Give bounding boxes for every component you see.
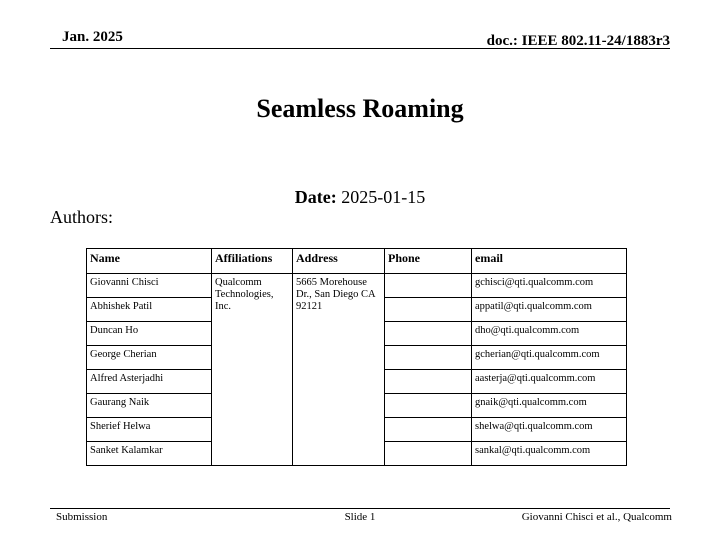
author-phone (385, 370, 472, 394)
date-value: 2025-01-15 (341, 187, 426, 207)
author-name: Giovanni Chisci (87, 274, 212, 298)
author-phone (385, 394, 472, 418)
author-name: Duncan Ho (87, 322, 212, 346)
author-email: gcherian@qti.qualcomm.com (472, 346, 627, 370)
author-email: shelwa@qti.qualcomm.com (472, 418, 627, 442)
header-doc-id: doc.: IEEE 802.11-24/1883r3 (486, 33, 670, 49)
column-header-email: email (472, 249, 627, 274)
header-date: Jan. 2025 (62, 29, 123, 45)
author-phone (385, 322, 472, 346)
authors-table (86, 248, 627, 466)
date-label: Date: (294, 187, 337, 207)
author-phone (385, 418, 472, 442)
slide-title: Seamless Roaming (256, 94, 464, 123)
author-name: George Cherian (87, 346, 212, 370)
author-email: gchisci@qti.qualcomm.com (472, 274, 627, 298)
footer-slide-number: Slide 1 (344, 511, 376, 523)
column-header-name: Name (87, 249, 212, 274)
author-email: sankal@qti.qualcomm.com (472, 442, 627, 466)
author-name: Alfred Asterjadhi (87, 370, 212, 394)
author-name: Abhishek Patil (87, 298, 212, 322)
author-affiliation: Qualcomm Technologies, Inc. (212, 274, 293, 466)
table-row (87, 274, 627, 298)
date-line (0, 186, 720, 208)
footer-authors: Giovanni Chisci et al., Qualcomm (521, 511, 672, 523)
header-divider (50, 48, 670, 49)
author-email: dho@qti.qualcomm.com (472, 322, 627, 346)
footer-divider (50, 508, 670, 509)
author-email: gnaik@qti.qualcomm.com (472, 394, 627, 418)
author-email: appatil@qti.qualcomm.com (472, 298, 627, 322)
authors-label: Authors: (50, 207, 113, 227)
author-name: Sanket Kalamkar (87, 442, 212, 466)
author-email: aasterja@qti.qualcomm.com (472, 370, 627, 394)
author-phone (385, 346, 472, 370)
author-name: Sherief Helwa (87, 418, 212, 442)
author-phone (385, 298, 472, 322)
footer-submission: Submission (56, 511, 108, 523)
author-phone (385, 274, 472, 298)
author-address: 5665 Morehouse Dr., San Diego CA 92121 (293, 274, 385, 466)
table-header-row (87, 249, 627, 274)
author-phone (385, 442, 472, 466)
author-name: Gaurang Naik (87, 394, 212, 418)
column-header-phone: Phone (385, 249, 472, 274)
column-header-address: Address (293, 249, 385, 274)
column-header-affiliations: Affiliations (212, 249, 293, 274)
